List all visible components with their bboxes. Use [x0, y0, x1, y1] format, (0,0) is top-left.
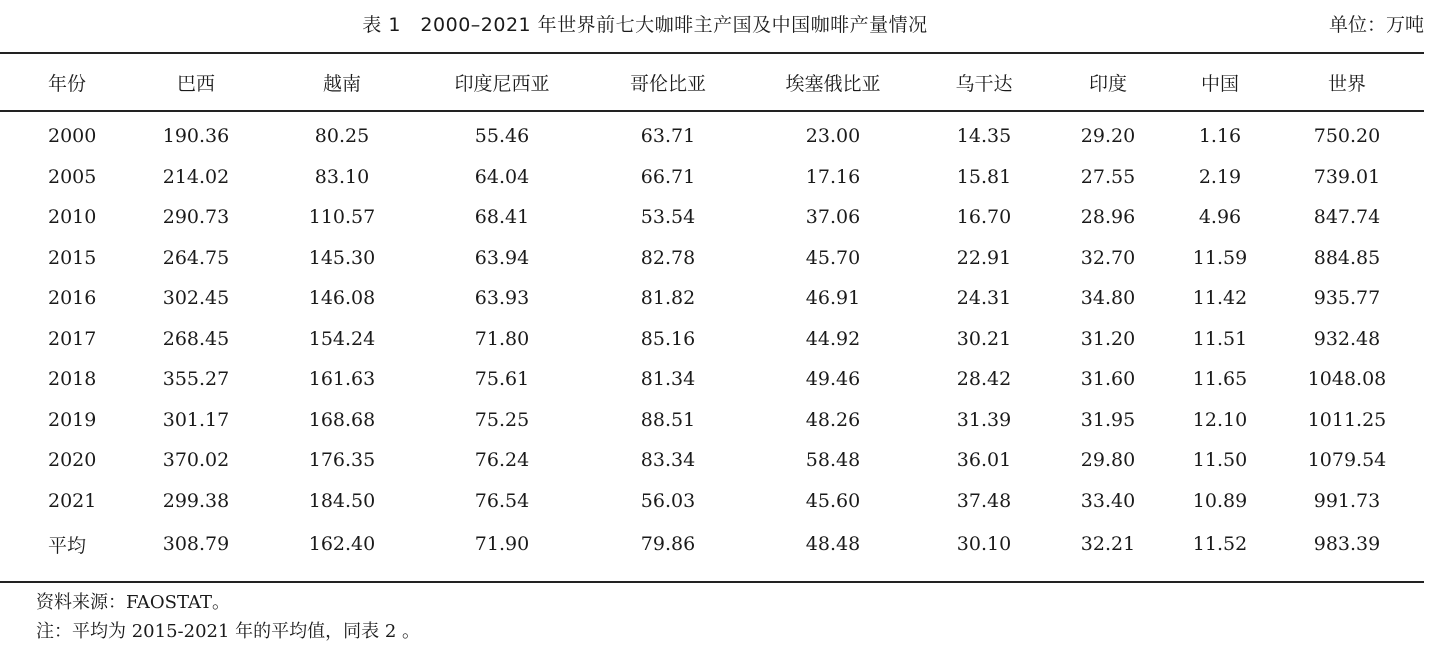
table-row — [0, 157, 1424, 198]
table-cell: 71.90 — [474, 533, 530, 555]
table-row — [0, 110, 1424, 157]
coffee-production-table — [0, 54, 1424, 567]
table-cell: 12.10 — [1192, 408, 1248, 431]
table-cell: 82.78 — [640, 246, 696, 269]
table-cell: 34.80 — [1080, 287, 1136, 310]
table-row — [0, 197, 1424, 238]
table-cell: 37.06 — [805, 206, 861, 229]
table-cell: 370.02 — [162, 449, 230, 472]
table-cell: 11.59 — [1192, 246, 1248, 269]
table-cell: 23.00 — [805, 125, 861, 148]
table-cell: 750.20 — [1313, 125, 1381, 148]
table-cell: 66.71 — [640, 165, 696, 188]
table-cell: 33.40 — [1080, 489, 1136, 512]
table-cell: 48.26 — [805, 408, 861, 431]
table-cell: 75.25 — [474, 408, 530, 431]
table-cell: 11.50 — [1192, 449, 1248, 472]
table-cell: 31.60 — [1080, 368, 1136, 391]
bottom-rule — [0, 581, 1424, 583]
table-cell: 48.48 — [805, 533, 861, 555]
table-cell: 81.34 — [640, 368, 696, 391]
table-cell: 1.16 — [1198, 125, 1242, 148]
table-cell: 301.17 — [162, 408, 230, 431]
row-label: 2016 — [48, 287, 97, 310]
table-cell: 154.24 — [308, 327, 376, 350]
table-cell: 176.35 — [308, 449, 376, 472]
table-cell: 739.01 — [1313, 165, 1381, 188]
table-cell: 11.52 — [1192, 533, 1248, 555]
table-cell: 63.93 — [474, 287, 530, 310]
table-cell: 884.85 — [1313, 246, 1381, 269]
column-header: 越南 — [322, 72, 361, 95]
table-cell: 991.73 — [1313, 489, 1381, 512]
table-cell: 63.94 — [474, 246, 530, 269]
table-cell: 80.25 — [314, 125, 370, 148]
table-body — [0, 110, 1424, 567]
table-cell: 63.71 — [640, 125, 696, 148]
average-row — [0, 521, 1424, 567]
table-cell: 53.54 — [640, 206, 696, 229]
row-label: 2015 — [48, 246, 97, 269]
table-cell: 214.02 — [162, 165, 230, 188]
average-note: 注：平均为 2015-2021 年的平均值，同表 2 。 — [36, 621, 421, 642]
table-cell: 37.48 — [956, 489, 1012, 512]
table-cell: 308.79 — [162, 533, 230, 555]
table-cell: 30.10 — [956, 533, 1012, 555]
table-cell: 83.10 — [314, 165, 370, 188]
row-label: 2018 — [48, 368, 97, 391]
table-cell: 190.36 — [162, 125, 230, 148]
table-title: 表 1 2000–2021 年世界前七大咖啡主产国及中国咖啡产量情况 — [362, 14, 928, 36]
table-cell: 79.86 — [640, 533, 696, 555]
table-cell: 15.81 — [956, 165, 1012, 188]
table-cell: 46.91 — [805, 287, 861, 310]
table-cell: 27.55 — [1080, 165, 1136, 188]
column-header: 中国 — [1200, 72, 1239, 95]
table-cell: 110.57 — [308, 206, 376, 229]
table-cell: 146.08 — [308, 287, 376, 310]
unit-label: 单位：万吨 — [1328, 14, 1424, 36]
table-cell: 162.40 — [308, 533, 376, 555]
table-row — [0, 359, 1424, 400]
table-cell: 14.35 — [956, 125, 1012, 148]
table-cell: 22.91 — [956, 246, 1012, 269]
table-cell: 30.21 — [956, 327, 1012, 350]
table-cell: 1011.25 — [1307, 408, 1387, 431]
table-row — [0, 440, 1424, 481]
row-label: 2021 — [48, 489, 97, 512]
column-header: 年份 — [48, 72, 87, 95]
table-row — [0, 400, 1424, 441]
column-header: 埃塞俄比亚 — [785, 72, 881, 95]
table-cell: 1079.54 — [1307, 449, 1387, 472]
row-label: 2020 — [48, 449, 97, 472]
source-note: 资料来源：FAOSTAT。 — [36, 592, 231, 613]
table-cell: 58.48 — [805, 449, 861, 472]
table-cell: 355.27 — [162, 368, 230, 391]
row-label: 2017 — [48, 327, 97, 350]
table-cell: 49.46 — [805, 368, 861, 391]
column-header: 世界 — [1327, 72, 1366, 95]
table-cell: 847.74 — [1313, 206, 1381, 229]
column-header: 印度 — [1088, 72, 1127, 95]
table-cell: 31.20 — [1080, 327, 1136, 350]
table-cell: 29.20 — [1080, 125, 1136, 148]
table-cell: 31.39 — [956, 408, 1012, 431]
table-cell: 71.80 — [474, 327, 530, 350]
table-cell: 10.89 — [1192, 489, 1248, 512]
header-row — [0, 54, 1424, 110]
row-label: 2010 — [48, 206, 97, 229]
table-cell: 75.61 — [474, 368, 530, 391]
column-header: 乌干达 — [955, 72, 1013, 95]
table-caption — [0, 10, 1440, 40]
row-label: 2000 — [48, 125, 97, 148]
table-cell: 11.51 — [1192, 327, 1248, 350]
table-notes — [36, 588, 420, 646]
table-row — [0, 319, 1424, 360]
table-cell: 88.51 — [640, 408, 696, 431]
table-cell: 28.42 — [956, 368, 1012, 391]
table-cell: 28.96 — [1080, 206, 1136, 229]
table-cell: 81.82 — [640, 287, 696, 310]
table-row — [0, 238, 1424, 279]
table-cell: 145.30 — [308, 246, 376, 269]
table-cell: 29.80 — [1080, 449, 1136, 472]
table-cell: 264.75 — [162, 246, 230, 269]
table-cell: 45.70 — [805, 246, 861, 269]
table-cell: 161.63 — [308, 368, 376, 391]
table-row — [0, 481, 1424, 522]
table-cell: 11.42 — [1192, 287, 1248, 310]
table-cell: 4.96 — [1198, 206, 1242, 229]
table-cell: 1048.08 — [1307, 368, 1387, 391]
table-cell: 935.77 — [1313, 287, 1381, 310]
row-label: 平均 — [48, 534, 87, 557]
table-cell: 24.31 — [956, 287, 1012, 310]
column-header: 巴西 — [176, 72, 215, 95]
table-cell: 302.45 — [162, 287, 230, 310]
table-cell: 17.16 — [805, 165, 861, 188]
table-cell: 16.70 — [956, 206, 1012, 229]
table-cell: 31.95 — [1080, 408, 1136, 431]
table-cell: 64.04 — [474, 165, 530, 188]
table-cell: 2.19 — [1198, 165, 1242, 188]
table-cell: 76.54 — [474, 489, 530, 512]
table-cell: 268.45 — [162, 327, 230, 350]
table-cell: 36.01 — [956, 449, 1012, 472]
table-cell: 32.21 — [1080, 533, 1136, 555]
table-cell: 56.03 — [640, 489, 696, 512]
column-header: 印度尼西亚 — [454, 72, 550, 95]
table-cell: 932.48 — [1313, 327, 1381, 350]
table-cell: 290.73 — [162, 206, 230, 229]
table-cell: 299.38 — [162, 489, 230, 512]
table-cell: 83.34 — [640, 449, 696, 472]
table-cell: 55.46 — [474, 125, 530, 148]
table-cell: 45.60 — [805, 489, 861, 512]
table-cell: 983.39 — [1313, 533, 1381, 555]
table-cell: 11.65 — [1192, 368, 1248, 391]
row-label: 2019 — [48, 408, 97, 431]
table-cell: 184.50 — [308, 489, 376, 512]
table-cell: 44.92 — [805, 327, 861, 350]
table-cell: 68.41 — [474, 206, 530, 229]
table-cell: 85.16 — [640, 327, 696, 350]
table-row — [0, 278, 1424, 319]
table-cell: 168.68 — [308, 408, 376, 431]
table-cell: 76.24 — [474, 449, 530, 472]
row-label: 2005 — [48, 165, 97, 188]
table-cell: 32.70 — [1080, 246, 1136, 269]
column-header: 哥伦比亚 — [629, 72, 706, 95]
